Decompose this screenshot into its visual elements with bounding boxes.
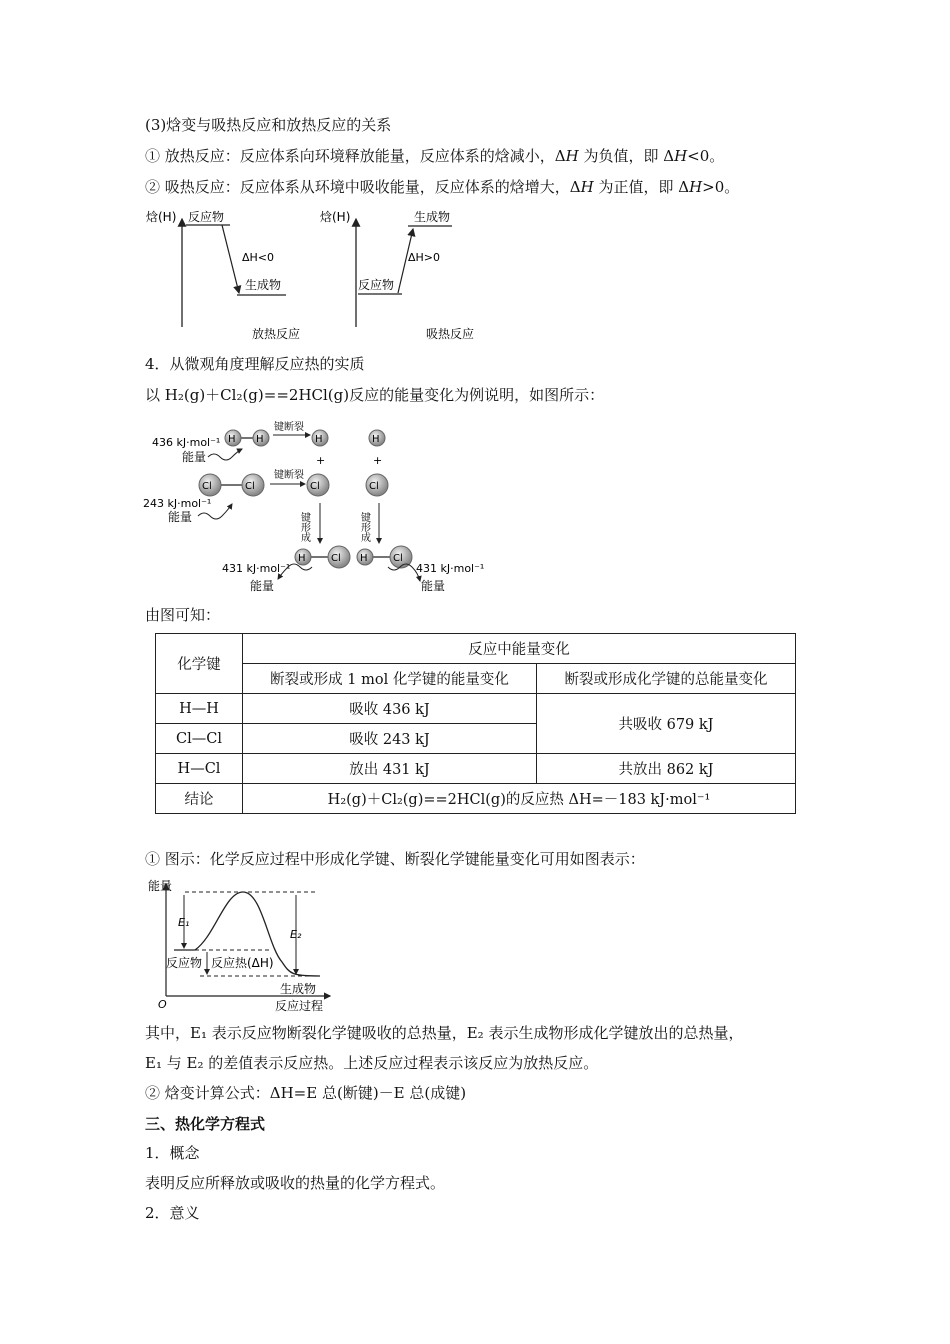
svg-text:Cl: Cl [310, 481, 320, 492]
left-axis-label: 焓(H) [146, 210, 177, 224]
svg-text:Cl: Cl [393, 553, 403, 564]
e2-label: E₂ [290, 928, 302, 941]
section-three-title: 三、热化学方程式 [145, 1115, 266, 1133]
table-cell-single: 放出 431 kJ [243, 754, 537, 784]
heat-label: 反应热(ΔH) [211, 956, 274, 970]
exo-line: ① 放热反应：反应体系向环境释放能量，反应体系的焓减小，ΔH 为负值，即 ΔH<0。 [145, 147, 725, 165]
y-axis-label: 能量 [148, 879, 173, 893]
bond-energy-table [155, 633, 796, 814]
svg-text:H: H [298, 553, 306, 564]
table-cell-bond: H—Cl [156, 754, 243, 784]
table-cell-total: 共放出 862 kJ [537, 754, 796, 784]
left-caption: 放热反应 [252, 327, 301, 341]
right-axis-label: 焓(H) [320, 210, 351, 224]
right-reactant: 反应物 [358, 278, 395, 292]
endo-line: ② 吸热反应：反应体系从环境中吸收能量，反应体系的焓增大，ΔH 为正值，即 ΔH>0。 [145, 178, 740, 196]
svg-text:H: H [256, 434, 264, 445]
meaning-title: 2．意义 [145, 1204, 200, 1222]
bond-energy-diagram [140, 415, 490, 600]
x-axis-label: 反应过程 [275, 999, 324, 1013]
svg-text:Cl: Cl [331, 553, 341, 564]
concept-title: 1．概念 [145, 1144, 200, 1162]
figure-note: ① 图示：化学反应过程中形成化学键、断裂化学键能量变化可用如图表示： [145, 850, 645, 868]
right-product: 生成物 [414, 210, 451, 224]
table-conclusion-label: 结论 [156, 784, 243, 814]
th-single: 断裂或形成 1 mol 化学键的能量变化 [243, 664, 537, 694]
th-group: 反应中能量变化 [243, 634, 796, 664]
table-cell-bond: H—H [156, 694, 243, 724]
plus: + [373, 454, 383, 467]
th-bond: 化学键 [156, 634, 243, 694]
energy-label-hcl-left: 能量 [250, 579, 275, 593]
form-label-right: 键形成 [358, 512, 370, 542]
section3-title: (3)焓变与吸热反应和放热反应的关系 [145, 116, 392, 134]
energy-label-clcl: 能量 [168, 510, 193, 524]
svg-text:Cl: Cl [369, 481, 379, 492]
break-label-h: 键断裂 [274, 422, 304, 433]
svg-text:H: H [315, 434, 323, 445]
svg-text:H: H [360, 553, 368, 564]
left-product: 生成物 [245, 278, 282, 292]
table-cell-bond: Cl—Cl [156, 724, 243, 754]
concept-body: 表明反应所释放或吸收的热量的化学方程式。 [145, 1174, 446, 1192]
energy-label-hcl-right: 能量 [421, 579, 446, 593]
table-conclusion: H₂(g)＋Cl₂(g)==2HCl(g)的反应热 ΔH=－183 kJ·mol⁻¹ [243, 784, 796, 814]
svg-text:H: H [372, 434, 380, 445]
energy-profile-diagram [140, 876, 340, 1016]
th-total: 断裂或形成化学键的总能量变化 [537, 664, 796, 694]
origin-label: O [158, 998, 167, 1011]
section4-intro: 以 H₂(g)＋Cl₂(g)==2HCl(g)反应的能量变化为例说明，如图所示： [145, 386, 605, 404]
table-cell-total-merged: 共吸收 679 kJ [537, 694, 796, 754]
explain-line2: E₁ 与 E₂ 的差值表示反应热。上述反应过程表示该反应为放热反应。 [145, 1054, 599, 1072]
product-label: 生成物 [280, 982, 317, 996]
e-hcl-right: 431 kJ·mol⁻¹ [416, 562, 485, 575]
table-cell-single: 吸收 243 kJ [243, 724, 537, 754]
svg-text:H: H [228, 434, 236, 445]
left-delta: ΔH<0 [242, 251, 275, 264]
explain-line1: 其中，E₁ 表示反应物断裂化学键吸收的总热量，E₂ 表示生成物形成化学键放出的总热量， [145, 1024, 744, 1042]
svg-text:Cl: Cl [245, 481, 255, 492]
left-reactant: 反应物 [188, 210, 225, 224]
energy-label-hh: 能量 [182, 450, 207, 464]
svg-text:Cl: Cl [202, 481, 212, 492]
section4-title: 4．从微观角度理解反应热的实质 [145, 355, 365, 373]
reactant-label: 反应物 [166, 956, 203, 970]
e-hh: 436 kJ·mol⁻¹ [152, 436, 221, 449]
right-delta: ΔH>0 [408, 251, 441, 264]
right-caption: 吸热反应 [426, 327, 475, 341]
e1-label: E₁ [178, 916, 190, 929]
enthalpy-diagrams [140, 205, 500, 345]
form-label-left: 键形成 [298, 512, 310, 542]
formula-line: ② 焓变计算公式：ΔH=E 总(断键)－E 总(成键) [145, 1084, 467, 1102]
plus: + [316, 454, 326, 467]
from-figure: 由图可知： [145, 606, 221, 624]
table-cell-single: 吸收 436 kJ [243, 694, 537, 724]
e-clcl: 243 kJ·mol⁻¹ [143, 497, 212, 510]
e-hcl-left: 431 kJ·mol⁻¹ [222, 562, 291, 575]
break-label-cl: 键断裂 [274, 470, 304, 481]
